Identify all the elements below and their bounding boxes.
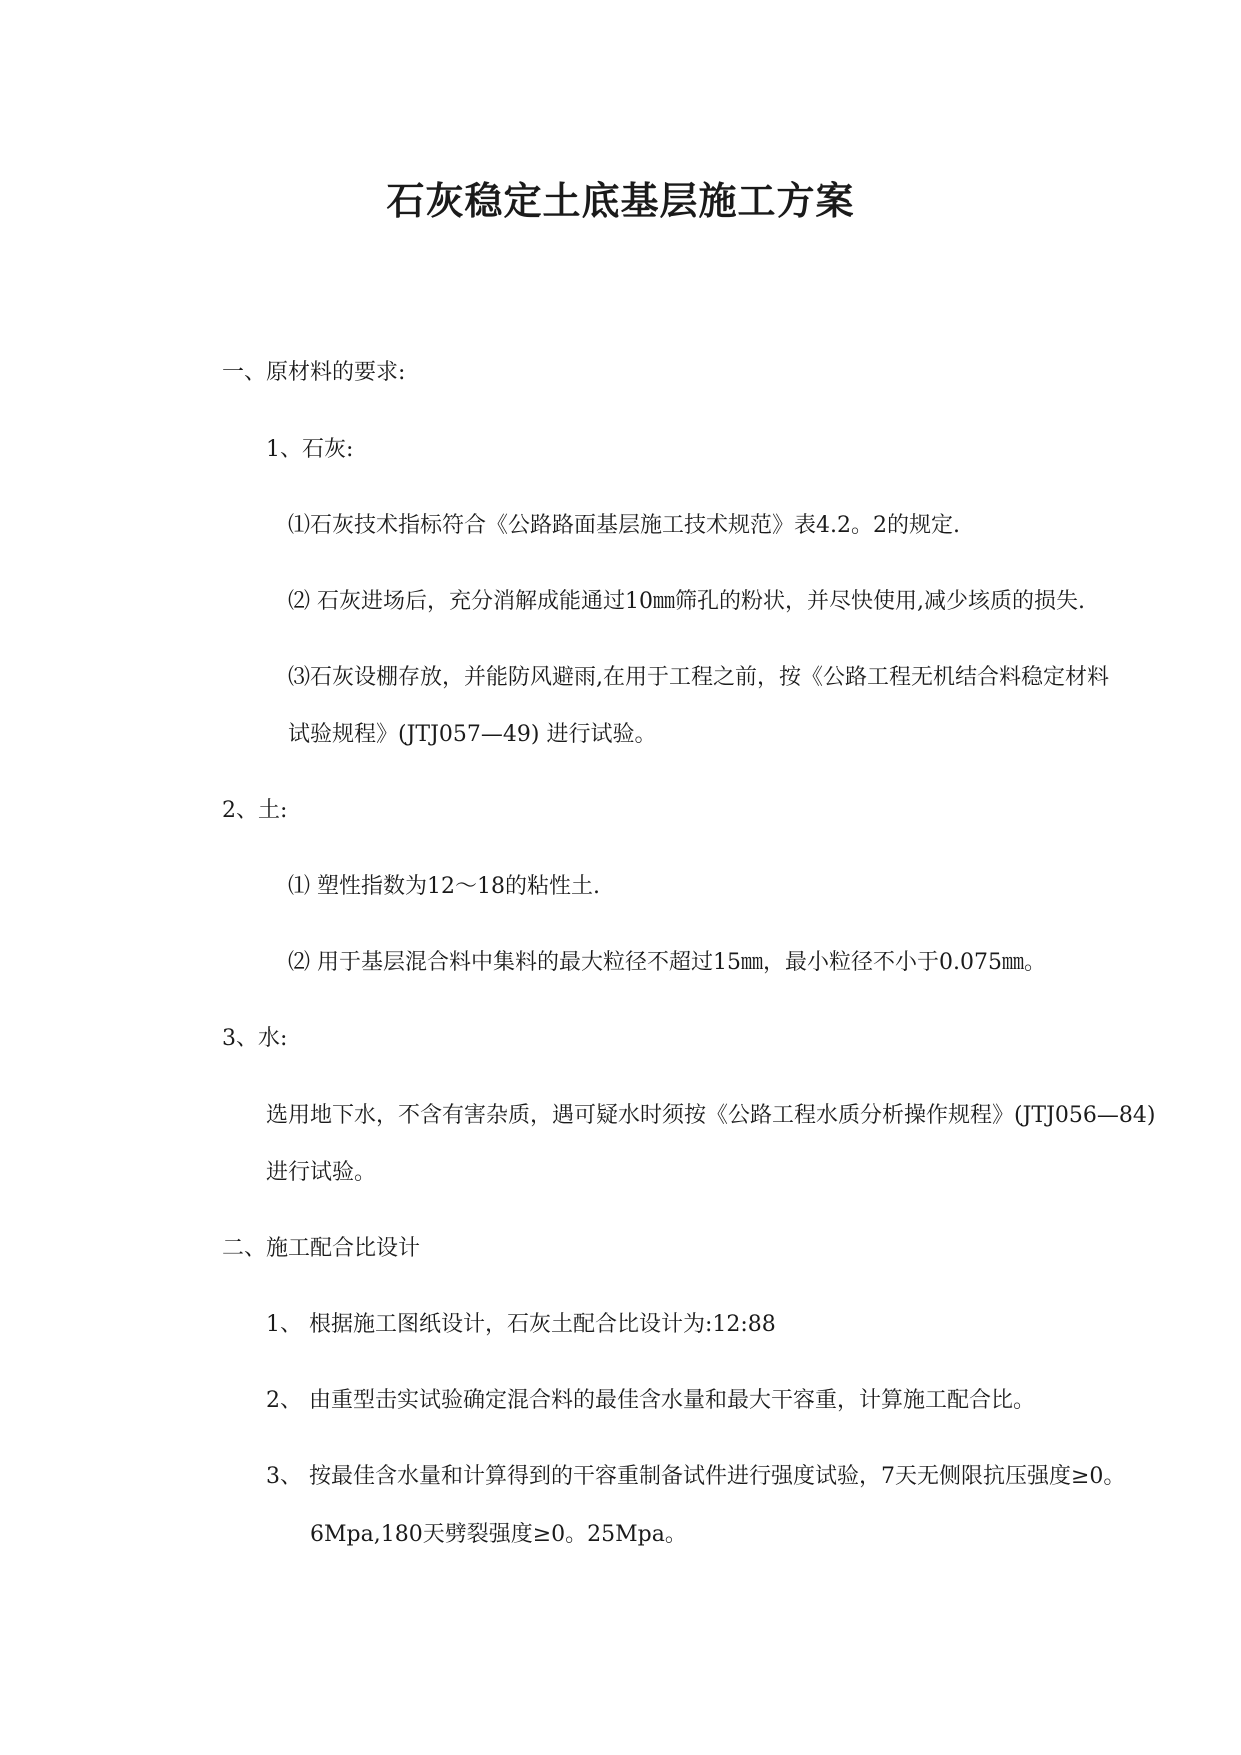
subsection-heading-lime: 1、石灰: [266,437,354,462]
subsection-heading-water: 3、水: [222,1026,288,1051]
section-heading-materials: 一、原材料的要求: [222,360,406,385]
document-title: 石灰稳定土底基层施工方案 [386,179,855,223]
water-paragraph-continued: 进行试验。 [266,1160,377,1185]
mix-design-item-2: 2、 由重型击实试验确定混合料的最佳含水量和最大干容重，计算施工配合比。 [266,1388,1035,1413]
mix-design-item-3: 3、 按最佳含水量和计算得到的干容重制备试件进行强度试验，7天无侧限抗压强度≥0。 [266,1464,1126,1489]
water-paragraph: 选用地下水，不含有害杂质，遇可疑水时须按《公路工程水质分析操作规程》(JTJ056—84) [266,1103,1156,1128]
lime-item-3-continued: 试验规程》(JTJ057—49) 进行试验。 [288,722,657,747]
soil-item-1: ⑴ 塑性指数为12～18的粘性土. [288,874,600,899]
lime-item-1: ⑴石灰技术指标符合《公路路面基层施工技术规范》表4.2。2的规定. [288,513,960,538]
mix-design-item-1: 1、 根据施工图纸设计，石灰土配合比设计为:12:88 [266,1312,776,1337]
soil-item-2: ⑵ 用于基层混合料中集料的最大粒径不超过15㎜，最小粒径不小于0.075㎜。 [288,950,1046,975]
section-heading-mix-design: 二、施工配合比设计 [222,1236,421,1261]
lime-item-3: ⑶石灰设棚存放，并能防风避雨,在用于工程之前，按《公路工程无机结合料稳定材料 [288,665,1109,690]
lime-item-2: ⑵ 石灰进场后，充分消解成能通过10㎜筛孔的粉状，并尽快使用,减少垓质的损失. [288,589,1085,614]
mix-design-item-3-continued: 6Mpa,180天劈裂强度≥0。25Mpa。 [310,1522,687,1547]
subsection-heading-soil: 2、土: [222,798,288,823]
